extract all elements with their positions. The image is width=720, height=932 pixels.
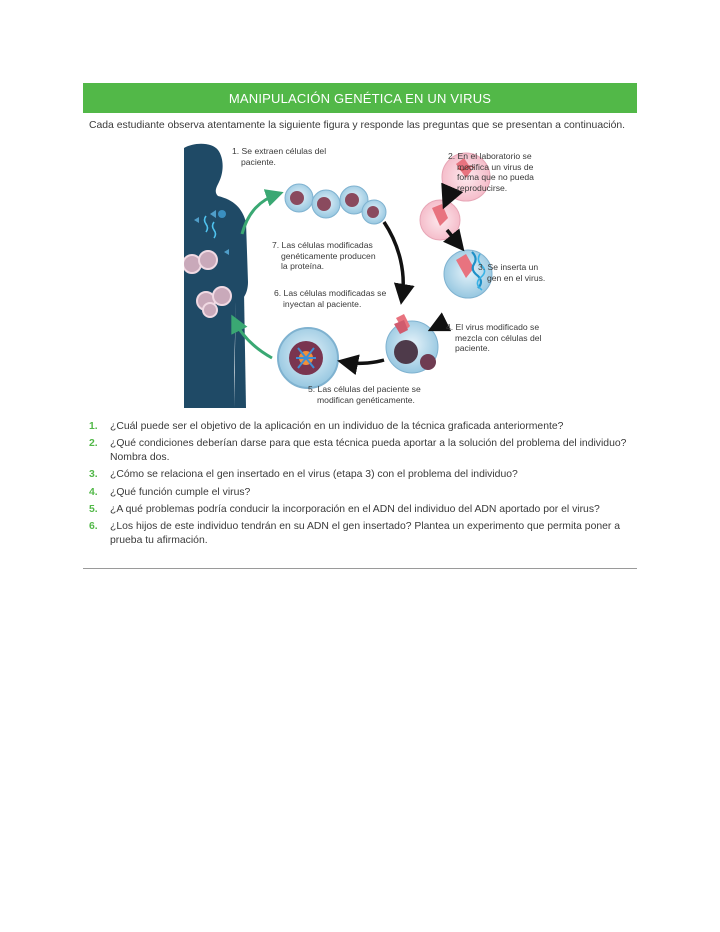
- question-text: ¿A qué problemas podría conducir la incorporación en el ADN del individuo del ADN aportado por el virus?: [110, 504, 600, 516]
- question-number: 5.: [89, 504, 98, 516]
- extracted-cells: [285, 184, 386, 224]
- question-number: 6.: [89, 521, 98, 533]
- question-text: ¿Cómo se relaciona el gen insertado en el virus (etapa 3) con el problema del individuo?: [110, 469, 518, 481]
- step-4-label: 4. El virus modificado se mezcla con células del paciente.: [446, 322, 542, 353]
- instructions: Cada estudiante observa atentamente la siguiente figura y responde las preguntas que se presentan a continuación.: [89, 120, 626, 131]
- section-title: MANIPULACIÓN GENÉTICA EN UN VIRUS: [228, 90, 492, 106]
- question-number: 3.: [89, 469, 98, 481]
- question-number: 2.: [89, 438, 98, 450]
- worksheet: [83, 83, 637, 551]
- modified-cell: [278, 328, 384, 388]
- step-1-label: 1. Se extraen células del paciente.: [232, 146, 327, 167]
- question-number: 1.: [89, 421, 98, 432]
- patient-silhouette: [184, 144, 248, 408]
- section-banner: [83, 83, 637, 113]
- question-text: ¿Los hijos de este individuo tendrán en su ADN el gen insertado? Plantea un experimento que permita poner a prueba tu afirmación.: [110, 521, 621, 546]
- gene-therapy-figure: [184, 142, 568, 408]
- step-3-label: 3. Se inserta un gen en el virus.: [478, 262, 546, 283]
- question-item: [83, 520, 637, 547]
- question-list: [83, 420, 637, 547]
- step-7-label: 7. Las células modificadas genéticamente producen la proteína.: [272, 240, 376, 271]
- cycle-arrow: [384, 222, 403, 298]
- question-item: [83, 420, 637, 433]
- question-text: ¿Qué función cumple el virus?: [110, 486, 251, 498]
- question-item: [83, 437, 637, 464]
- section-divider: [83, 568, 637, 569]
- extract-arrow: [242, 194, 278, 234]
- step-6-label: 6. Las células modificadas se inyectan al paciente.: [274, 288, 387, 309]
- virus-cell-mix: [386, 314, 442, 373]
- question-item: [83, 468, 637, 481]
- question-number: 4.: [89, 486, 98, 498]
- question-item: [83, 503, 637, 516]
- question-item: [83, 486, 637, 499]
- step-2-label: 2. En el laboratorio se modifica un virus de forma que no pueda reproducirse.: [448, 151, 534, 193]
- step-5-label: 5. Las células del paciente se modifican genéticamente.: [308, 384, 421, 405]
- question-text: ¿Cuál puede ser el objetivo de la aplicación en un individuo de la técnica graficada anteriormente?: [110, 421, 564, 432]
- question-text: ¿Qué condiciones deberían darse para que esta técnica pueda aportar a la solución del problema del individuo? Nombra dos.: [110, 438, 627, 463]
